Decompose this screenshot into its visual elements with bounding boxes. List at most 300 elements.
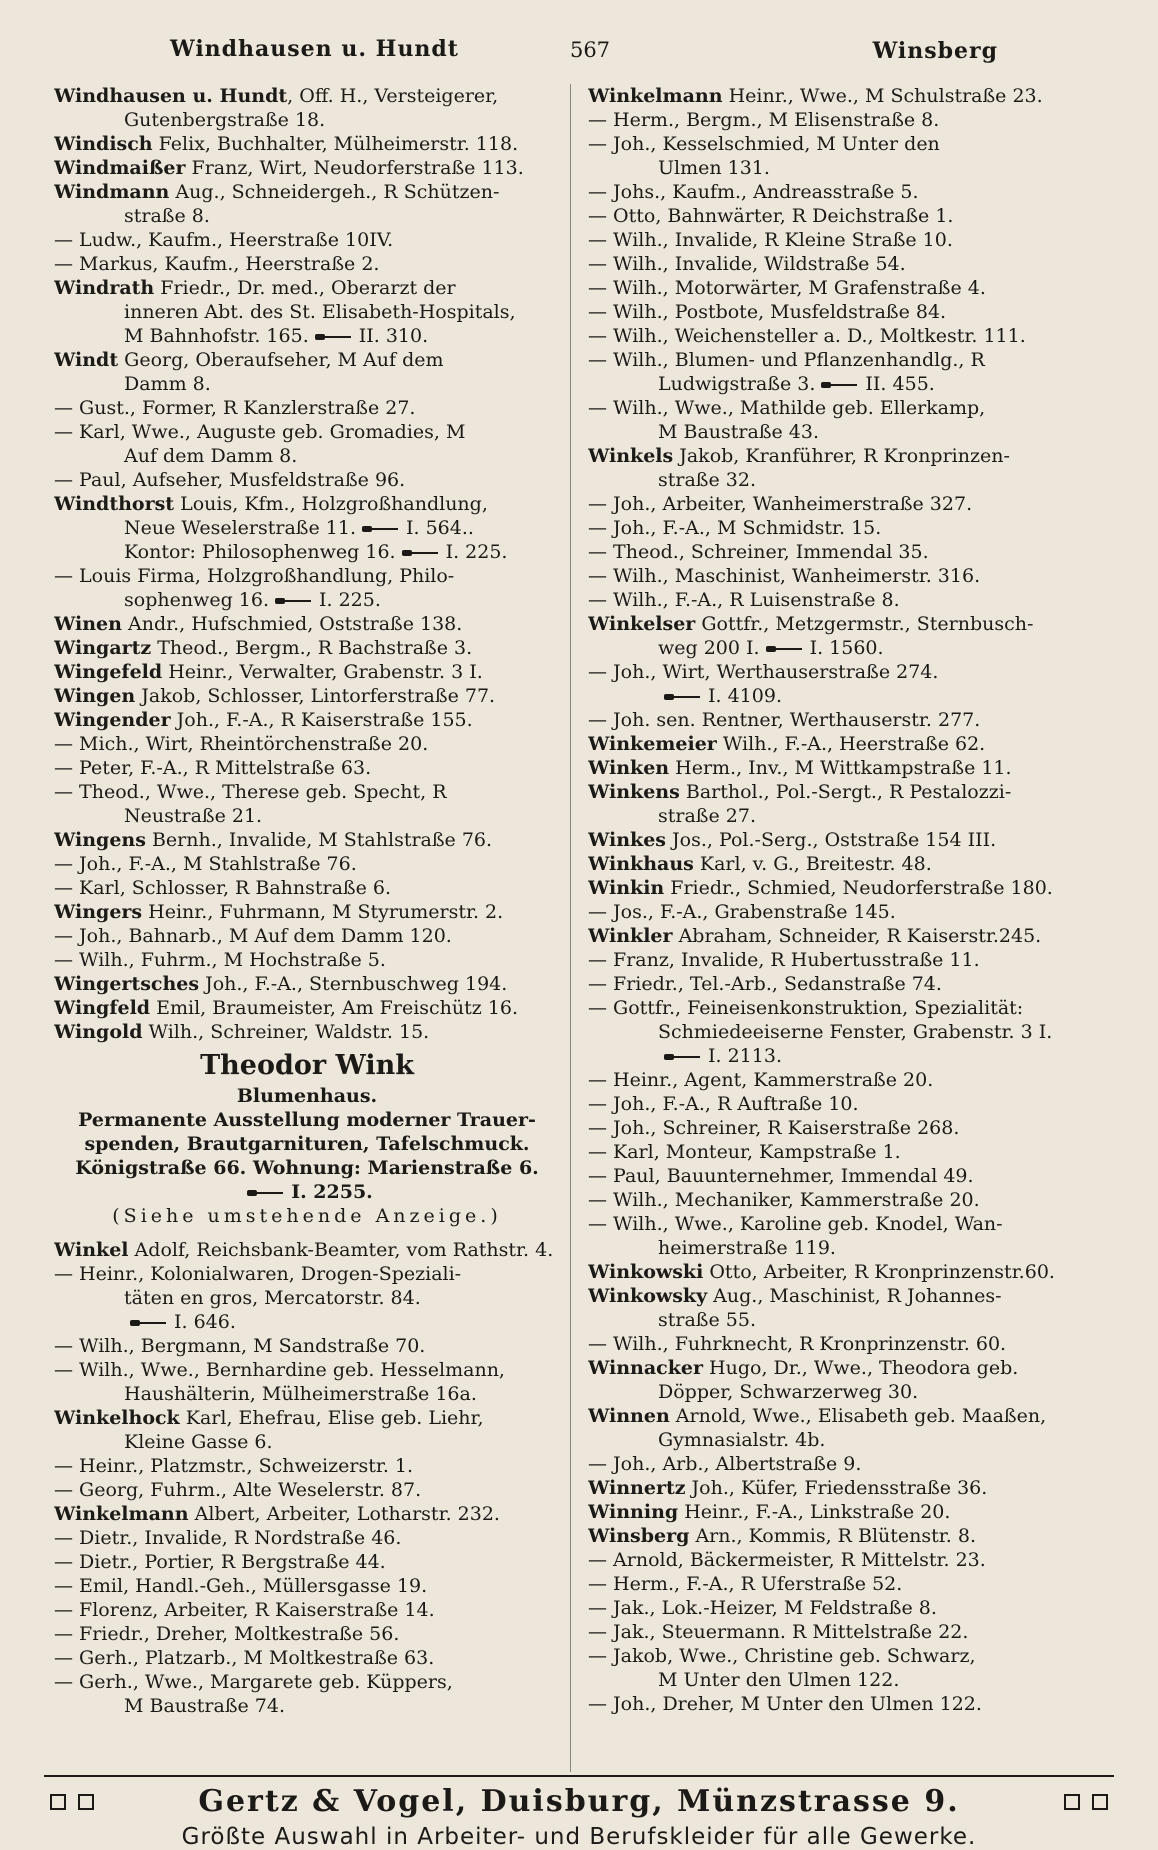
directory-entry-line [54,372,560,396]
column-divider [570,84,571,1772]
entry-text: Arn., Kommis, R Blütenstr. 8. [689,1525,976,1547]
directory-entry-line [588,1668,1106,1692]
entry-surname: Windhausen u. Hundt [54,85,288,107]
entry-surname: Winken [588,757,670,779]
entry-surname: Windthorst [54,493,175,515]
entry-text: Kontor: Philosophenweg 16. [124,541,396,563]
header-right-keyword: Winsberg [872,38,998,64]
ad-line-2: spenden, Brautgarnituren, Tafelschmuck. [84,1133,530,1155]
entry-text: Wilh., F.-A., Heerstraße 62. [716,733,986,755]
entry-text: Jakob, Kranführer, R Kronprinzen- [673,445,1010,467]
ad-phone-line [54,1180,560,1204]
directory-entry-line [588,852,1106,876]
directory-entry-line [54,252,560,276]
entry-text: — Jakob, Wwe., Christine geb. Schwarz, [588,1645,976,1667]
entry-text: — Joh., Dreher, M Unter den Ulmen 122. [588,1693,982,1715]
entry-text: Felix, Buchhalter, Mülheimerstr. 118. [152,133,519,155]
entry-surname: Wingold [54,1021,143,1043]
directory-entry-line [588,1260,1106,1284]
entry-text: Heinr., Fuhrmann, M Styrumerstr. 2. [142,901,504,923]
entry-text: Otto, Arbeiter, R Kronprinzenstr.60. [703,1261,1055,1283]
entry-text: Herm., Inv., M Wittkampstraße 11. [669,757,1012,779]
entry-text: straße 8. [124,205,210,227]
directory-entry-line [54,1550,560,1574]
entry-text: Jos., Pol.-Serg., Oststraße 154 III. [666,829,997,851]
entry-text: Bernh., Invalide, M Stahlstraße 76. [145,829,493,851]
entry-text: Aug., Schneidergeh., R Schützen- [169,181,500,203]
entry-text: M Unter den Ulmen 122. [658,1669,900,1691]
entry-text: Wilh., Schreiner, Waldstr. 15. [142,1021,430,1043]
entry-text: — Peter, F.-A., R Mittelstraße 63. [54,757,372,779]
directory-entry-line [54,1670,560,1694]
directory-entry-line [54,1358,560,1382]
telephone-icon [821,381,859,389]
entry-surname: Wingens [54,829,146,851]
entry-text: — Joh., F.-A., M Stahlstraße 76. [54,853,357,875]
directory-entry-line [54,660,560,684]
directory-entry-line [54,948,560,972]
entry-surname: Winkin [588,877,665,899]
entry-surname: Winkowski [588,1261,704,1283]
entry-text: — Wilh., Invalide, Wildstraße 54. [588,253,906,275]
entry-text: — Gerh., Platzarb., M Moltkestraße 63. [54,1647,435,1669]
entry-text: — Franz, Invalide, R Hubertusstraße 11. [588,949,980,971]
entry-text: — Ludw., Kaufm., Heerstraße 10IV. [54,229,394,251]
directory-entry-line [54,396,560,420]
entry-text: Adolf, Reichsbank-Beamter, vom Rathstr. 4. [128,1239,554,1261]
entry-text: weg 200 I. [658,637,760,659]
directory-entry-line [588,324,1106,348]
entry-text: Emil, Braumeister, Am Freischütz 16. [150,997,519,1019]
entry-text: Haushälterin, Mülheimerstraße 16a. [124,1383,477,1405]
entry-text: Heinr., F.-A., Linkstraße 20. [678,1501,951,1523]
entry-text: — Joh., Wirt, Werthauserstraße 274. [588,661,939,683]
entry-text: — Karl, Monteur, Kampstraße 1. [588,1141,901,1163]
entry-text: sophenweg 16. [124,589,269,611]
directory-entry-line [54,348,560,372]
spacer [54,1228,560,1238]
directory-entry-line [588,924,1106,948]
phone-number: I. 225. [319,589,381,611]
entry-surname: Winkowsky [588,1285,708,1307]
entry-text: Schmiedeeiserne Fenster, Grabenstr. 3 I. [658,1021,1053,1043]
directory-entry-line [588,1188,1106,1212]
entry-surname: Wingefeld [54,661,163,683]
entry-text: straße 32. [658,469,756,491]
directory-entry-line [588,1044,1106,1068]
entry-text: Auf dem Damm 8. [124,445,298,467]
directory-entry-line [54,180,560,204]
directory-entry-line [588,1572,1106,1596]
directory-entry-line [54,1334,560,1358]
directory-entry-line [588,204,1106,228]
entry-text: Franz, Wirt, Neudorferstraße 113. [185,157,524,179]
directory-entry-line [54,612,560,636]
entry-text: — Wilh., Wwe., Karoline geb. Knodel, Wan- [588,1213,1003,1235]
entry-text: — Wilh., Motorwärter, M Grafenstraße 4. [588,277,986,299]
entry-text: — Friedr., Tel.-Arb., Sedanstraße 74. [588,973,942,995]
entry-text: — Joh., Kesselschmied, M Unter den [588,133,940,155]
entry-text: — Wilh., Fuhrknecht, R Kronprinzenstr. 60. [588,1333,1007,1355]
directory-entry-line [588,1452,1106,1476]
telephone-icon [275,597,313,605]
entry-text: Karl, Ehefrau, Elise geb. Liehr, [179,1407,484,1429]
entry-surname: Windisch [54,133,153,155]
left-entries-bottom [54,1238,560,1718]
entry-text: Friedr., Dr. med., Oberarzt der [154,277,456,299]
directory-entry-line [588,228,1106,252]
entry-surname: Windt [54,349,119,371]
directory-entry-line [588,1644,1106,1668]
phone-number: I. 564.. [406,517,474,539]
page-header [50,36,1108,72]
entry-text: Friedr., Schmied, Neudorferstraße 180. [664,877,1053,899]
entry-text: — Joh. sen. Rentner, Werthauserstr. 277. [588,709,981,731]
entry-text: — Arnold, Bäckermeister, R Mittelstr. 23. [588,1549,986,1571]
entry-text: Andr., Hufschmied, Oststraße 138. [121,613,463,635]
entry-text: täten en gros, Mercatorstr. 84. [124,1287,421,1309]
entry-surname: Wingender [54,709,171,731]
directory-entry-line [588,708,1106,732]
directory-entry-line [588,156,1106,180]
directory-entry-line [588,1404,1106,1428]
entry-surname: Winnacker [588,1357,703,1379]
directory-entry-line [588,876,1106,900]
entry-text: Damm 8. [124,373,211,395]
directory-entry-line [54,204,560,228]
directory-entry-line [54,972,560,996]
entry-text: — Wilh., Postbote, Musfeldstraße 84. [588,301,947,323]
entry-text: Jakob, Schlosser, Lintorferstraße 77. [135,685,496,707]
ad-line-3: Königstraße 66. Wohnung: Marienstraße 6. [75,1157,539,1179]
directory-entry-line [54,1454,560,1478]
entry-text: Hugo, Dr., Wwe., Theodora geb. [703,1357,1019,1379]
directory-entry-line [54,492,560,516]
telephone-icon [664,693,702,701]
directory-entry-line [588,1164,1106,1188]
directory-entry-line [588,612,1106,636]
directory-entry-line [54,684,560,708]
directory-entry-line [54,756,560,780]
directory-entry-line [54,1430,560,1454]
directory-entry-line [588,540,1106,564]
entry-text: — Wilh., F.-A., R Luisenstraße 8. [588,589,900,611]
directory-entry-line [588,564,1106,588]
directory-entry-line [588,1476,1106,1500]
telephone-icon [402,549,440,557]
entry-text: — Theod., Wwe., Therese geb. Specht, R [54,781,447,803]
entry-text: — Wilh., Mechaniker, Kammerstraße 20. [588,1189,980,1211]
directory-entry-line [54,924,560,948]
entry-text: — Karl, Schlosser, R Bahnstraße 6. [54,877,392,899]
directory-entry-line [54,708,560,732]
directory-entry-line [54,1286,560,1310]
directory-entry-line [588,732,1106,756]
entry-surname: Winkels [588,445,674,467]
directory-entry-line [54,780,560,804]
entry-text: heimerstraße 119. [658,1237,836,1259]
directory-entry-line [588,1236,1106,1260]
directory-entry-line [588,1068,1106,1092]
entry-text: — Karl, Wwe., Auguste geb. Gromadies, M [54,421,466,443]
entry-text: — Wilh., Maschinist, Wanheimerstr. 316. [588,565,981,587]
entry-text: Joh., F.-A., R Kaiserstraße 155. [170,709,473,731]
footer-company: Gertz & Vogel, Duisburg, Münzstrasse 9. [198,1784,960,1819]
directory-entry-line [54,1598,560,1622]
directory-entry-line [588,252,1106,276]
entry-surname: Winkelser [588,613,696,635]
phone-number: I. 1560. [809,637,884,659]
directory-entry-line [588,972,1106,996]
entry-text: straße 55. [658,1309,756,1331]
directory-entry-line [54,876,560,900]
directory-entry-line [54,276,560,300]
phone-number: II. 310. [358,325,429,347]
directory-entry-line [588,1692,1106,1716]
phone-number: II. 455. [865,373,935,395]
entry-surname: Wingertsches [54,973,200,995]
directory-entry-line [54,300,560,324]
directory-entry-line [588,1620,1106,1644]
entry-text: — Mich., Wirt, Rheintörchenstraße 20. [54,733,429,755]
entry-surname: Wingartz [54,637,152,659]
entry-text: Ulmen 131. [658,157,770,179]
directory-entry-line [54,1020,560,1044]
entry-text: — Johs., Kaufm., Andreasstraße 5. [588,181,919,203]
directory-entry-line [54,516,560,540]
entry-text: — Joh., Bahnarb., M Auf dem Damm 120. [54,925,452,947]
directory-entry-line [588,516,1106,540]
entry-text: Heinr., Wwe., M Schulstraße 23. [722,85,1043,107]
directory-entry-line [588,948,1106,972]
directory-entry-line [588,804,1106,828]
entry-text: Gottfr., Metzgermstr., Sternbusch- [695,613,1034,635]
entry-surname: Winsberg [588,1525,690,1547]
directory-entry-line [588,468,1106,492]
entry-surname: Wingfeld [54,997,151,1019]
entry-text: straße 27. [658,805,756,827]
entry-text: — Markus, Kaufm., Heerstraße 2. [54,253,380,275]
entry-text: — Georg, Fuhrm., Alte Weselerstr. 87. [54,1479,422,1501]
directory-entry-line [54,996,560,1020]
entry-text: — Paul, Bauunternehmer, Immendal 49. [588,1165,974,1187]
directory-entry-line [54,108,560,132]
directory-entry-line [54,1406,560,1430]
entry-text: Joh., Küfer, Friedensstraße 36. [685,1477,988,1499]
directory-entry-line [588,300,1106,324]
directory-entry-line [588,900,1106,924]
telephone-icon [766,645,804,653]
entry-text: — Wilh., Bergmann, M Sandstraße 70. [54,1335,426,1357]
entry-text: — Herm., Bergm., M Elisenstraße 8. [588,109,940,131]
entry-text: Barthol., Pol.-Sergt., R Pestalozzi- [679,781,1012,803]
directory-entry-line [588,444,1106,468]
directory-entry-line [54,636,560,660]
entry-text: — Wilh., Fuhrm., M Hochstraße 5. [54,949,386,971]
right-column [588,84,1106,1716]
left-entries-top [54,84,560,1044]
entry-text: — Heinr., Platzmstr., Schweizerstr. 1. [54,1455,414,1477]
entry-text: Aug., Maschinist, R Johannes- [707,1285,1002,1307]
phone-number: I. 4109. [708,685,782,707]
entry-text: Joh., F.-A., Sternbuschweg 194. [199,973,508,995]
entry-surname: Winkelhock [54,1407,180,1429]
entry-text: — Jak., Steuermann. R Mittelstraße 22. [588,1621,969,1643]
entry-text: Kleine Gasse 6. [124,1431,273,1453]
ad-phone: I. 2255. [291,1181,373,1203]
entry-text: , Off. H., Versteigerer, [287,85,499,107]
entry-surname: Winning [588,1501,679,1523]
directory-entry-line [588,492,1106,516]
directory-entry-line [588,1308,1106,1332]
entry-text: — Heinr., Agent, Kammerstraße 20. [588,1069,934,1091]
entry-text: — Wilh., Wwe., Mathilde geb. Ellerkamp, [588,397,986,419]
directory-entry-line [54,1478,560,1502]
entry-surname: Windmaißer [54,157,186,179]
directory-entry-line [54,1310,560,1334]
directory-entry-line [54,732,560,756]
entry-text: — Joh., F.-A., R Auftraße 10. [588,1093,859,1115]
entry-text: — Emil, Handl.-Geh., Müllersgasse 19. [54,1575,428,1597]
directory-entry-line [588,372,1106,396]
entry-text: — Wilh., Blumen- und Pflanzenhandlg., R [588,349,985,371]
right-entries [588,84,1106,1716]
entry-surname: Wingers [54,901,143,923]
entry-surname: Wingen [54,685,136,707]
entry-surname: Winkhaus [588,853,694,875]
directory-entry-line [54,804,560,828]
directory-entry-line [588,1212,1106,1236]
entry-text: Ludwigstraße 3. [658,373,816,395]
directory-entry-line [588,1356,1106,1380]
entry-text: inneren Abt. des St. Elisabeth-Hospitals, [124,301,516,323]
entry-text: — Paul, Aufseher, Musfeldstraße 96. [54,469,406,491]
directory-entry-line [588,780,1106,804]
entry-text: — Dietr., Portier, R Bergstraße 44. [54,1551,386,1573]
entry-surname: Winkelmann [54,1503,189,1525]
directory-entry-line [588,1092,1106,1116]
entry-text: — Otto, Bahnwärter, R Deichstraße 1. [588,205,954,227]
entry-text: Karl, v. G., Breitestr. 48. [693,853,932,875]
directory-entry-line [54,1574,560,1598]
directory-entry-line [588,180,1106,204]
directory-entry-line [588,1332,1106,1356]
telephone-icon [362,525,400,533]
directory-entry-line [54,468,560,492]
telephone-icon [247,1189,285,1197]
footer-advertisement [40,1780,1118,1848]
directory-entry-line [54,84,560,108]
entry-surname: Winkel [54,1239,129,1261]
directory-entry-line [54,132,560,156]
directory-entry-line [588,828,1106,852]
directory-entry-line [588,348,1106,372]
directory-entry-line [588,1380,1106,1404]
entry-surname: Winkes [588,829,666,851]
entry-text: Albert, Arbeiter, Lotharstr. 232. [188,1503,500,1525]
entry-text: Georg, Oberaufseher, M Auf dem [118,349,444,371]
entry-text: Louis, Kfm., Holzgroßhandlung, [174,493,488,515]
entry-text: — Heinr., Kolonialwaren, Drogen-Speziali- [54,1263,462,1285]
entry-text: Abraham, Schneider, R Kaiserstr.245. [672,925,1042,947]
directory-entry-line [54,1526,560,1550]
directory-entry-line [588,636,1106,660]
header-left-keyword: Windhausen u. Hundt [170,36,459,62]
directory-entry-line [588,1548,1106,1572]
page-number: 567 [569,38,611,62]
entry-surname: Winkens [588,781,680,803]
entry-text: — Herm., F.-A., R Uferstraße 52. [588,1573,903,1595]
phone-number: I. 225. [445,541,508,563]
entry-text: Gutenbergstraße 18. [124,109,326,131]
directory-entry-line [588,660,1106,684]
entry-text: — Gerh., Wwe., Margarete geb. Küppers, [54,1671,453,1693]
advertisement-theodor-wink [54,1048,560,1228]
directory-entry-line [54,1262,560,1286]
entry-text: — Joh., Arb., Albertstraße 9. [588,1453,862,1475]
directory-entry-line [54,540,560,564]
entry-text: — Louis Firma, Holzgroßhandlung, Philo- [54,565,455,587]
directory-entry-line [54,324,560,348]
ad-line-1: Permanente Ausstellung moderner Trauer- [78,1109,536,1131]
directory-entry-line [54,1694,560,1718]
directory-entry-line [588,132,1106,156]
directory-entry-line [588,684,1106,708]
telephone-icon [315,333,353,341]
directory-entry-line [54,588,560,612]
left-column [54,84,560,1718]
directory-entry-line [54,564,560,588]
directory-entry-line [54,156,560,180]
footer-rule [44,1775,1114,1777]
directory-entry-line [588,1140,1106,1164]
entry-text: M Baustraße 74. [124,1695,286,1717]
entry-text: — Gust., Former, R Kanzlerstraße 27. [54,397,416,419]
ad-note: (Siehe umstehende Anzeige.) [112,1205,502,1227]
directory-entry-line [54,1238,560,1262]
entry-surname: Winnen [588,1405,670,1427]
entry-text: Heinr., Verwalter, Grabenstr. 3 I. [162,661,483,683]
footer-tagline: Größte Auswahl in Arbeiter- und Berufskleider für alle Gewerke. [181,1824,977,1850]
entry-text: — Friedr., Dreher, Moltkestraße 56. [54,1623,400,1645]
directory-entry-line [54,444,560,468]
directory-entry-line [588,588,1106,612]
telephone-icon [664,1053,702,1061]
ad-subtitle: Blumenhaus. [236,1085,378,1107]
entry-text: M Bahnhofstr. 165. [124,325,309,347]
entry-text: — Gottfr., Feineisenkonstruktion, Spezialität: [588,997,1024,1019]
entry-text: Neustraße 21. [124,805,263,827]
directory-entry-line [588,1284,1106,1308]
directory-entry-line [588,1596,1106,1620]
entry-text: Döpper, Schwarzerweg 30. [658,1381,919,1403]
entry-text: — Joh., Schreiner, R Kaiserstraße 268. [588,1117,960,1139]
entry-text: — Joh., F.-A., M Schmidstr. 15. [588,517,882,539]
directory-entry-line [588,996,1106,1020]
entry-surname: Winen [54,613,122,635]
entry-surname: Winkler [588,925,673,947]
phone-number: I. 646. [174,1311,236,1333]
entry-text: — Wilh., Weichensteller a. D., Moltkestr. 111. [588,325,1026,347]
entry-surname: Windmann [54,181,170,203]
directory-entry-line [588,1116,1106,1140]
entry-surname: Winkelmann [588,85,723,107]
directory-entry-line [54,228,560,252]
entry-text: Neue Weselerstraße 11. [124,517,356,539]
directory-entry-line [588,396,1106,420]
directory-entry-line [588,1428,1106,1452]
directory-entry-line [54,1382,560,1406]
